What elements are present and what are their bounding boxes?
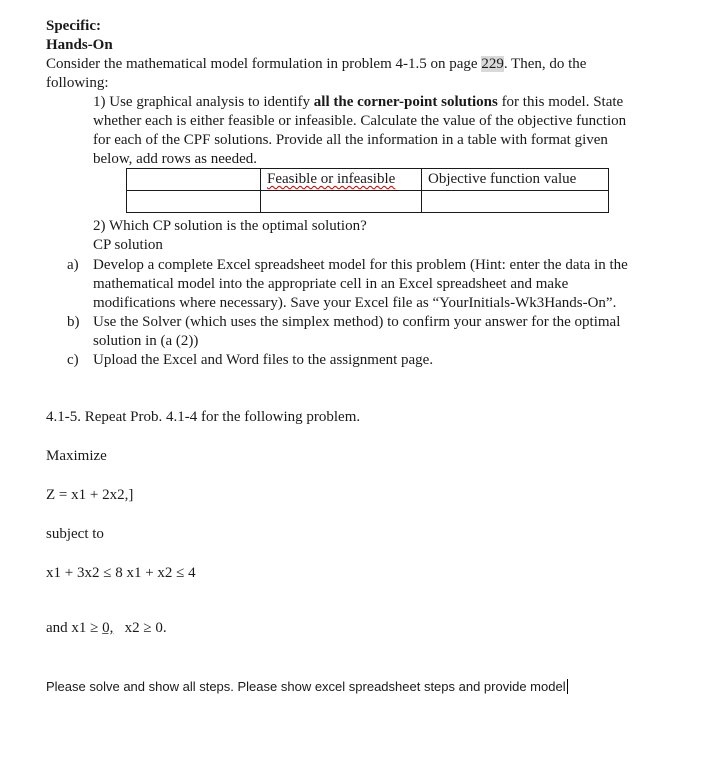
nonnegativity <box>46 619 167 637</box>
subject-to-label: subject to <box>46 526 104 542</box>
text-cursor <box>567 679 568 694</box>
step1-bold-text: all the corner-point solutions <box>313 94 498 110</box>
list-a-line-2: mathematical model into the appropriate cell in an Excel spreadsheet and make <box>93 276 569 292</box>
nonneg-prefix: and x1 ≥ <box>46 620 103 636</box>
table-row <box>127 191 609 213</box>
step1-text-end: for this model. State <box>497 94 624 110</box>
intro-line-1 <box>46 55 586 73</box>
problem-title: 4.1-5. Repeat Prob. 4.1-4 for the following problem. <box>46 409 361 425</box>
step1-line-4: below, add rows as needed. <box>93 151 257 167</box>
list-b-line-1: Use the Solver (which uses the simplex method) to confirm your answer for the optimal <box>93 314 621 330</box>
table-cell[interactable] <box>422 191 609 213</box>
request-text[interactable] <box>46 678 568 696</box>
heading-specific: Specific: <box>46 18 101 34</box>
request-text-content: Please solve and show all steps. Please show excel spreadsheet steps and provide model <box>46 679 566 694</box>
list-marker-c: c) <box>67 352 79 368</box>
table-cell[interactable] <box>261 191 422 213</box>
constraints: x1 + 3x2 ≤ 8 x1 + x2 ≤ 4 <box>46 565 196 581</box>
list-marker-b: b) <box>67 314 80 330</box>
objective-function: Z = x1 + 2x2,] <box>46 487 134 503</box>
step2-question: 2) Which CP solution is the optimal solution? <box>93 218 367 234</box>
nonneg-zero: 0, <box>102 620 114 636</box>
nonneg-suffix: x2 ≥ 0. <box>113 620 167 636</box>
table-header-cell[interactable] <box>127 169 261 191</box>
cp-solutions-table <box>126 168 609 213</box>
list-marker-a: a) <box>67 257 79 273</box>
list-a-line-3: modifications where necessary). Save your Excel file as “YourInitials-Wk3Hands-On”. <box>93 295 617 311</box>
list-a-line-1: Develop a complete Excel spreadsheet model for this problem (Hint: enter the data in the <box>93 257 628 273</box>
table-header-cell[interactable]: Objective function value <box>422 169 609 191</box>
header-feasible: Feasible or infeasible <box>267 171 396 187</box>
table-header-cell[interactable] <box>261 169 422 191</box>
list-c-line-1: Upload the Excel and Word files to the assignment page. <box>93 352 434 368</box>
table-header-row <box>127 169 609 191</box>
step1-line-1 <box>93 93 623 111</box>
step1-line-2: whether each is either feasible or infeasible. Calculate the value of the objective function <box>93 113 627 129</box>
maximize-label: Maximize <box>46 448 107 464</box>
table-cell[interactable] <box>127 191 261 213</box>
heading-hands-on: Hands-On <box>46 37 113 53</box>
intro-text-end: . Then, do the <box>503 56 587 72</box>
step1-text: 1) Use graphical analysis to identify <box>93 94 314 110</box>
step1-line-3: for each of the CPF solutions. Provide all the information in a table with format given <box>93 132 608 148</box>
intro-line-2: following: <box>46 75 109 91</box>
page-reference-highlight: 229 <box>481 56 504 72</box>
list-b-line-2: solution in (a (2)) <box>93 333 199 349</box>
step2-answer: CP solution <box>93 237 163 253</box>
intro-text: Consider the mathematical model formulation in problem 4-1.5 on page <box>46 56 482 72</box>
